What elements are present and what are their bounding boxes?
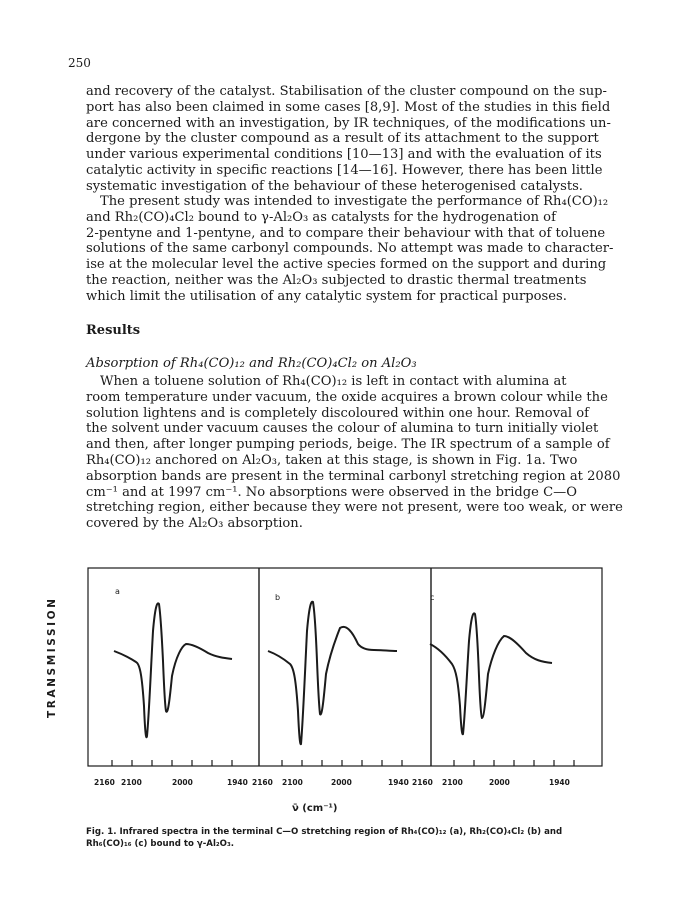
y-axis-label: TRANSMISSION <box>46 596 58 718</box>
text-line: stretching region, either because they were not present, were too weak, or were <box>86 500 623 516</box>
panel-label-c: c <box>430 593 435 602</box>
paragraph-2 <box>86 194 626 305</box>
tick-label: 2000 <box>331 778 352 787</box>
text-line: and recovery of the catalyst. Stabilisation of the cluster compound on the sup- <box>86 84 607 99</box>
text-line: ise at the molecular level the active species formed on the support and during <box>86 257 607 273</box>
text-line: dergone by the cluster compound as a result of its attachment to the support <box>86 131 599 147</box>
tick-label: 1940 <box>549 778 570 787</box>
tick-label: 2160 <box>94 778 115 787</box>
tick-label: 2160 <box>412 778 433 787</box>
text-line: cm⁻¹ and at 1997 cm⁻¹. No absorptions were observed in the bridge C—O <box>86 484 577 500</box>
text-line: are concerned with an investigation, by IR techniques, of the modifications un- <box>86 115 611 131</box>
spectrum-a <box>114 603 232 737</box>
text-line: room temperature under vacuum, the oxide acquires a brown colour while the <box>86 389 608 405</box>
figure-frame <box>88 568 602 766</box>
tick-label: 1940 <box>227 778 248 787</box>
text-line: catalytic activity in specific reactions [14—16]. However, there has been little <box>86 162 603 178</box>
tick-label: 2100 <box>282 778 303 787</box>
text-line: covered by the Al₂O₃ absorption. <box>86 516 303 532</box>
text-line: absorption bands are present in the terminal carbonyl stretching region at 2080 <box>86 468 621 484</box>
text-line: 2-pentyne and 1-pentyne, and to compare their behaviour with that of toluene <box>86 225 606 241</box>
tick-label: 2160 <box>252 778 273 787</box>
panel-label-a: a <box>115 587 120 596</box>
text-line: and then, after longer pumping periods, beige. The IR spectrum of a sample of <box>86 437 610 453</box>
caption-line: Fig. 1. Infrared spectra in the terminal C—O stretching region of Rh₄(CO)₁₂ (a), Rh₂(CO)₄Cl₂ (b) and <box>86 827 563 837</box>
text-line: Rh₄(CO)₁₂ anchored on Al₂O₃, taken at this stage, is shown in Fig. 1a. Two <box>86 452 578 468</box>
figure-caption <box>86 826 626 850</box>
text-line: solutions of the same carbonyl compounds. No attempt was made to character- <box>86 241 614 257</box>
text-line: solution lightens and is completely discoloured within one hour. Removal of <box>86 405 589 421</box>
text-line: port has also been claimed in some cases [8,9]. Most of the studies in this field <box>86 99 611 115</box>
page-number: 250 <box>68 56 91 70</box>
paragraph-1 <box>86 84 626 195</box>
text-line: When a toluene solution of Rh₄(CO)₁₂ is left in contact with alumina at <box>100 374 567 389</box>
text-line: which limit the utilisation of any catalytic system for practical purposes. <box>86 288 567 304</box>
text-line: The present study was intended to investigate the performance of Rh₄(CO)₁₂ <box>100 194 609 209</box>
paragraph-3 <box>86 374 626 532</box>
panel-label-b: b <box>275 593 281 602</box>
tick-label: 2100 <box>442 778 463 787</box>
text-line: the reaction, neither was the Al₂O₃ subjected to drastic thermal treatments <box>86 272 587 288</box>
text-line: under various experimental conditions [10—13] and with the evaluation of its <box>86 147 602 163</box>
results-heading: Results <box>86 323 141 338</box>
tick-label: 1940 <box>388 778 409 787</box>
tick-label: 2000 <box>489 778 510 787</box>
caption-line: Rh₆(CO)₁₆ (c) bound to γ-Al₂O₃. <box>86 839 234 849</box>
x-axis-unit: ν̄ (cm⁻¹) <box>292 803 338 814</box>
spectrum-c <box>430 613 552 734</box>
section-subheading: Absorption of Rh₄(CO)₁₂ and Rh₂(CO)₄Cl₂ on Al₂O₃ <box>86 356 417 371</box>
text-line: and Rh₂(CO)₄Cl₂ bound to γ-Al₂O₃ as catalysts for the hydrogenation of <box>86 209 556 225</box>
text-line: systematic investigation of the behaviour of these heterogenised catalysts. <box>86 178 583 194</box>
x-axis-ticks <box>112 760 574 766</box>
text-line: the solvent under vacuum causes the colour of alumina to turn initially violet <box>86 421 599 437</box>
spectrum-b <box>268 602 397 745</box>
tick-label: 2000 <box>172 778 193 787</box>
tick-label: 2100 <box>121 778 142 787</box>
